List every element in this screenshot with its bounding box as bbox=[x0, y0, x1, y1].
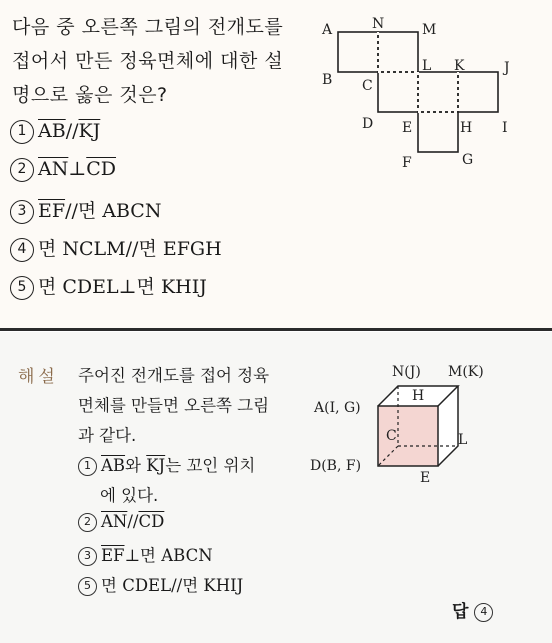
net-face-abcn bbox=[338, 32, 378, 72]
cube-diagram bbox=[308, 356, 508, 486]
net-label-j: J bbox=[504, 60, 510, 76]
net-label-k: K bbox=[454, 58, 465, 74]
solution-line-1: 주어진 전개도를 접어 정육 bbox=[78, 366, 270, 385]
choice-number: 2 bbox=[10, 158, 34, 182]
solution-line-3: 과 같다. bbox=[78, 426, 137, 445]
net-label-b: B bbox=[322, 72, 333, 88]
solution-line-2: 면체를 만들면 오른쪽 그림 bbox=[78, 396, 270, 415]
solution-item: 2 $\overline{AN}//\overline{CD}$ bbox=[78, 512, 164, 532]
choice-number: 1 bbox=[10, 120, 34, 144]
choice-5[interactable]: 5 면 CDEL⊥면 KHIJ bbox=[10, 272, 207, 300]
solution-item: 에 있다. bbox=[100, 486, 159, 505]
net-label-c: C bbox=[362, 78, 373, 94]
cube-label-c: C bbox=[386, 428, 397, 444]
choice-2[interactable]: 2 $\overline{AN}\perp\overline{CD}$ bbox=[10, 158, 116, 182]
net-face-cdel bbox=[378, 72, 418, 112]
net-face-efgh bbox=[418, 112, 458, 152]
solution-item: 5 면 CDEL//면 KHIJ bbox=[78, 572, 243, 596]
net-label-i: I bbox=[502, 120, 508, 136]
net-label-g: G bbox=[462, 152, 474, 168]
cube-label-nj: N(J) bbox=[392, 364, 421, 380]
choice-number: 3 bbox=[10, 200, 34, 224]
net-label-a: A bbox=[322, 22, 333, 38]
net-label-e: E bbox=[402, 120, 413, 136]
section-divider bbox=[0, 328, 552, 331]
choice-4[interactable]: 4 면 NCLM//면 EFGH bbox=[10, 234, 222, 262]
choice-1[interactable]: 1 $\overline{AB}//\overline{KJ}$ bbox=[10, 120, 100, 144]
cube-label-aig: A(I, G) bbox=[314, 400, 361, 416]
net-face-khij bbox=[458, 72, 498, 112]
answer-label: 답 bbox=[452, 602, 469, 622]
cube-label-l: L bbox=[458, 432, 468, 448]
net-face-lehk bbox=[418, 72, 458, 112]
cube-net-diagram bbox=[318, 12, 518, 172]
solution-item-number: 2 bbox=[78, 513, 97, 532]
question-line-1: 다음 중 오른쪽 그림의 전개도를 bbox=[12, 16, 284, 38]
choice-3[interactable]: 3 $\overline{EF}//$면 ABCN bbox=[10, 196, 161, 224]
net-label-m: M bbox=[422, 22, 437, 38]
net-label-d: D bbox=[362, 116, 374, 132]
net-label-f: F bbox=[402, 155, 412, 171]
net-label-n: N bbox=[372, 16, 385, 32]
solution-item: 1 $\overline{AB}$와 $\overline{KJ}$는 꼬인 위치 bbox=[78, 452, 255, 476]
answer-number: 4 bbox=[474, 603, 493, 622]
net-label-h: H bbox=[460, 120, 473, 136]
choice-number: 5 bbox=[10, 276, 34, 300]
solution-item-number: 1 bbox=[78, 457, 97, 476]
answer bbox=[452, 597, 497, 622]
solution-label: 해설 bbox=[18, 367, 59, 387]
net-face-nclm bbox=[378, 32, 418, 72]
cube-label-dbf: D(B, F) bbox=[310, 458, 362, 474]
question-line-3: 명으로 옳은 것은? bbox=[12, 84, 168, 106]
cube-label-h: H bbox=[412, 388, 425, 404]
solution-item: 3 $\overline{EF}\perp$면 ABCN bbox=[78, 542, 213, 566]
choice-number: 4 bbox=[10, 238, 34, 262]
cube-label-e: E bbox=[420, 470, 431, 486]
solution-item-number: 3 bbox=[78, 547, 97, 566]
question-line-2: 접어서 만든 정육면체에 대한 설 bbox=[12, 50, 284, 72]
solution-item-number: 5 bbox=[78, 577, 97, 596]
cube-label-mk: M(K) bbox=[448, 364, 484, 380]
net-label-l: L bbox=[422, 58, 432, 74]
